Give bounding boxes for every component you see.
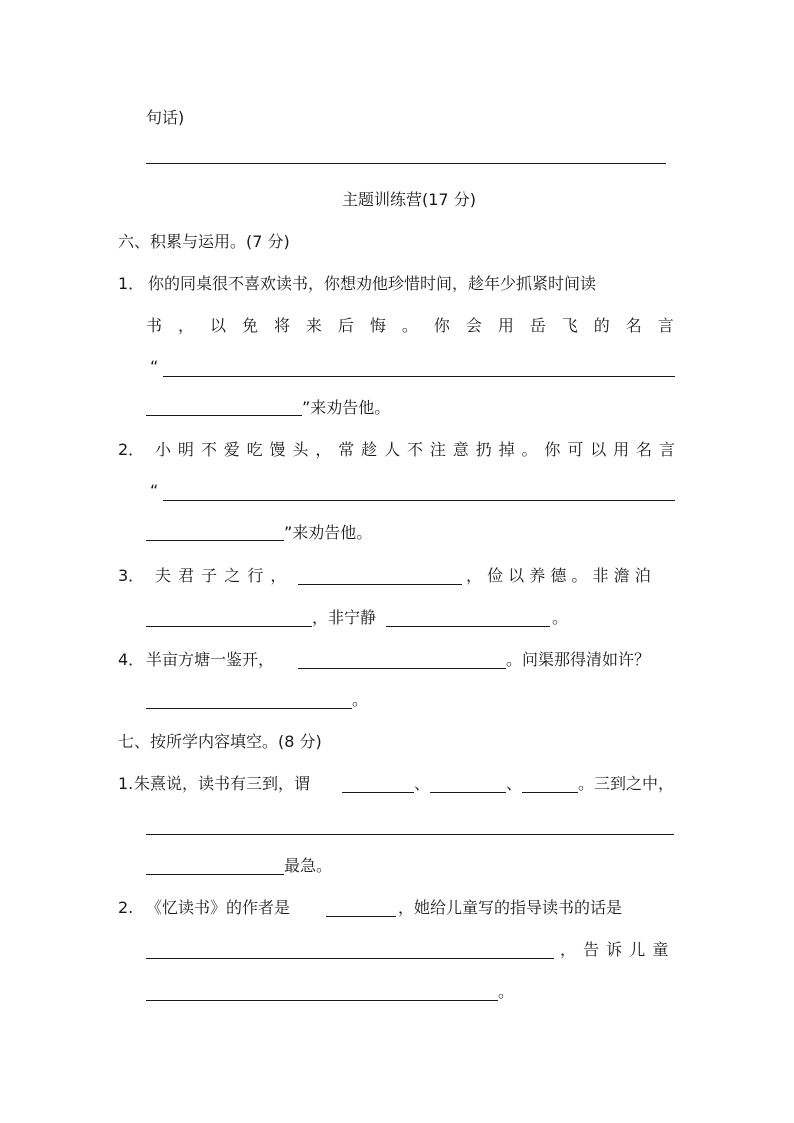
open-quote: “ bbox=[150, 481, 159, 500]
s7-q2-blank-3[interactable] bbox=[146, 1000, 498, 1001]
q2-line1-char: ， bbox=[315, 440, 332, 459]
q1-line1: 你的同桌很不喜欢读书，你想劝他珍惜时间，趁年少抓紧时间读 bbox=[148, 274, 597, 293]
answer-line[interactable] bbox=[146, 163, 666, 164]
q1-line2-char: ， bbox=[177, 316, 194, 335]
s7-q1-blank-4[interactable] bbox=[146, 874, 284, 875]
q1-line2-char: 来 bbox=[305, 316, 322, 335]
q1-line2-char: 书 bbox=[146, 316, 163, 335]
q3-text-b: ， 俭 以 养 德 。 非 澹 泊 bbox=[466, 566, 651, 585]
q2-line1-char: 。 bbox=[521, 440, 538, 459]
q2-line1-char: 常 bbox=[338, 440, 355, 459]
q2-line1-char: 不 bbox=[406, 440, 423, 459]
q3-blank-2[interactable] bbox=[146, 626, 312, 627]
s7-q1-blank-3[interactable] bbox=[522, 792, 578, 793]
section-7-title: 七、按所学内容填空。(8 分) bbox=[118, 732, 322, 751]
q1-line2-char: 飞 bbox=[561, 316, 578, 335]
q2-answer-line-2[interactable] bbox=[146, 540, 284, 541]
open-quote: “ bbox=[150, 357, 159, 376]
q1-answer-line-1[interactable] bbox=[163, 376, 675, 377]
q2-line1-char: 明 bbox=[177, 440, 194, 459]
q2-line1-char: 馒 bbox=[269, 440, 286, 459]
q2-line1-char: 以 bbox=[590, 440, 607, 459]
q2-line1-char: 可 bbox=[567, 440, 584, 459]
q2-line1-char: 人 bbox=[384, 440, 401, 459]
s7-q2-blank-1[interactable] bbox=[326, 916, 396, 917]
q2-answer-line-1[interactable] bbox=[163, 500, 675, 501]
q1-line2-char: 悔 bbox=[369, 316, 386, 335]
q2-line1-char: 言 bbox=[658, 440, 675, 459]
s7-q1-number: 1. bbox=[118, 774, 134, 793]
s7-q2-text-a: 《忆读书》的作者是 bbox=[146, 898, 291, 917]
q2-line1-char: 吃 bbox=[246, 440, 263, 459]
q2-line1-char: 不 bbox=[200, 440, 217, 459]
q1-line2-char: 的 bbox=[593, 316, 610, 335]
s7-q1-blank-2[interactable] bbox=[430, 792, 506, 793]
s7-q2-blank-2[interactable] bbox=[146, 958, 554, 959]
section-heading: 主题训练营(17 分) bbox=[342, 190, 476, 209]
q1-line2-char: 免 bbox=[241, 316, 258, 335]
q1-line2-char: 你 bbox=[433, 316, 450, 335]
s7-q2-number: 2. bbox=[118, 898, 134, 917]
q2-line1 bbox=[155, 440, 675, 460]
s7-q2-text-b: ，她给儿童写的指导读书的话是 bbox=[398, 898, 623, 917]
q3-blank-3[interactable] bbox=[386, 626, 550, 627]
q2-line1-char: 头 bbox=[292, 440, 309, 459]
q1-line2-char: 用 bbox=[497, 316, 514, 335]
q1-line2-char: 名 bbox=[625, 316, 642, 335]
q3-number: 3． bbox=[118, 566, 145, 585]
q3-text-c: ，非宁静 bbox=[312, 608, 377, 627]
q1-number: 1． bbox=[118, 274, 145, 293]
prev-question-end: 句话) bbox=[146, 108, 185, 127]
q2-line1-char: 小 bbox=[155, 440, 172, 459]
s7-q1-answer-line[interactable] bbox=[146, 834, 674, 835]
q4-text-c: 。 bbox=[352, 690, 369, 709]
q2-line1-char: 趁 bbox=[361, 440, 378, 459]
q1-line2-char: 以 bbox=[209, 316, 226, 335]
q1-line2 bbox=[146, 316, 674, 336]
q1-line2-char: 岳 bbox=[529, 316, 546, 335]
q4-blank-1[interactable] bbox=[298, 668, 506, 669]
section-6-title: 六、积累与运用。(7 分) bbox=[118, 232, 290, 251]
s7-q1-blank-1[interactable] bbox=[342, 792, 414, 793]
s7-q1-text-b: 。三到之中， bbox=[578, 774, 675, 793]
q1-line2-char: 会 bbox=[465, 316, 482, 335]
q3-text-d: 。 bbox=[552, 608, 569, 627]
q1-close: ”来劝告他。 bbox=[302, 398, 391, 417]
s7-q1-text-a: 朱熹说，读书有三到，谓 bbox=[134, 774, 311, 793]
s7-q2-text-d: 。 bbox=[498, 982, 515, 1001]
q1-line2-char: 将 bbox=[273, 316, 290, 335]
q1-line2-char: 后 bbox=[337, 316, 354, 335]
q3-blank-1[interactable] bbox=[298, 584, 462, 585]
q2-line1-char: 扔 bbox=[475, 440, 492, 459]
q2-number: 2． bbox=[118, 440, 145, 459]
separator: 、 bbox=[506, 774, 523, 793]
q2-line1-char: 注 bbox=[429, 440, 446, 459]
s7-q2-text-c: ， 告 诉 儿 童 bbox=[560, 940, 669, 959]
q2-line1-char: 你 bbox=[544, 440, 561, 459]
q4-number: 4． bbox=[118, 650, 145, 669]
q3-text-a: 夫 君 子 之 行 ， bbox=[155, 566, 287, 585]
q2-line1-char: 掉 bbox=[498, 440, 515, 459]
q1-line2-char: 。 bbox=[401, 316, 418, 335]
s7-q1-text-c: 最急。 bbox=[284, 856, 333, 875]
q2-line1-char: 意 bbox=[452, 440, 469, 459]
q4-text-a: 半亩方塘一鉴开， bbox=[146, 650, 275, 669]
separator: 、 bbox=[414, 774, 431, 793]
q2-close: ”来劝告他。 bbox=[284, 523, 373, 542]
q1-line2-char: 言 bbox=[657, 316, 674, 335]
q2-line1-char: 用 bbox=[613, 440, 630, 459]
q2-line1-char: 爱 bbox=[223, 440, 240, 459]
q1-answer-line-2[interactable] bbox=[146, 415, 302, 416]
q4-blank-2[interactable] bbox=[146, 708, 352, 709]
q4-text-b: 。问渠那得清如许？ bbox=[506, 650, 651, 669]
q2-line1-char: 名 bbox=[636, 440, 653, 459]
